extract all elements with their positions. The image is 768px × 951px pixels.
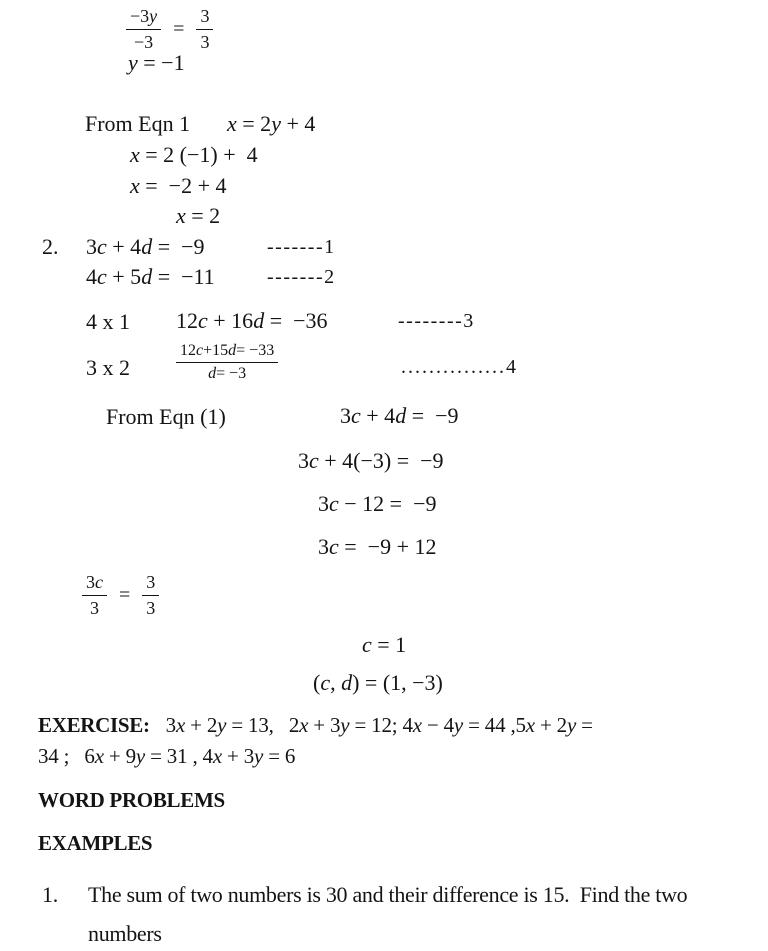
problem-number: 2.: [42, 234, 59, 259]
c-result: c = 1: [362, 632, 407, 657]
equation-step: 3c − 12 = −9: [318, 491, 437, 516]
denominator: 3: [146, 598, 156, 618]
denominator: 3: [90, 598, 99, 618]
equation-4-fraction: [176, 342, 278, 383]
equation-step: x = 2: [176, 203, 221, 228]
equation-3: 12c + 16d = −36: [176, 308, 328, 333]
equation-step: x = −2 + 4: [130, 173, 227, 198]
numerator: 3: [142, 572, 159, 596]
exercise-line-2: 34 ; 6x + 9y = 31 , 4x + 3y = 6: [38, 744, 296, 768]
equation-2: 4c + 5d = −11: [86, 264, 215, 289]
multiply-label-2: 3 x 2: [86, 355, 130, 380]
numerator: −3y: [126, 6, 161, 30]
equation-1-ref: -------1: [267, 236, 336, 258]
equals-sign: =: [173, 18, 185, 40]
equation-step: x = 2 (−1) + 4: [130, 142, 258, 167]
from-eqn-expression: 3c + 4d = −9: [340, 403, 459, 428]
word-problems-heading: WORD PROBLEMS: [38, 788, 225, 812]
multiply-label-1: 4 x 1: [86, 309, 130, 334]
equation-step: 3c + 4(−3) = −9: [298, 448, 444, 473]
exercise-equations: 3x + 2y = 13, 2x + 3y = 12; 4x − 4y = 44 ,5x + 2y =: [165, 713, 593, 737]
denominator: −3: [134, 32, 154, 52]
word-problem-line-2: numbers: [88, 921, 162, 946]
problem-number: 1.: [42, 882, 58, 907]
equals-sign: =: [119, 584, 131, 606]
equation-y-result: y = −1: [128, 50, 185, 75]
exercise-line-1: [38, 713, 593, 738]
from-eqn-label: From Eqn (1): [106, 404, 226, 429]
examples-heading: EXAMPLES: [38, 831, 153, 855]
equation-2-ref: -------2: [267, 266, 336, 288]
exercise-label: EXERCISE:: [38, 713, 150, 737]
from-eqn-label: From Eqn 1: [85, 111, 191, 136]
fraction: [176, 342, 278, 383]
numerator: 3: [196, 6, 213, 30]
from-eqn-expression: x = 2y + 4: [227, 111, 316, 136]
equation-4-ref: ...............4: [401, 356, 518, 378]
numerator: 12c+15d= −33: [176, 342, 278, 363]
pair-result: (c, d) = (1, −3): [313, 670, 443, 695]
equation-step: 3c = −9 + 12: [318, 534, 437, 559]
denominator: 3: [200, 32, 210, 52]
equation-fraction-line-2: [82, 572, 159, 619]
fraction-left: [126, 6, 161, 53]
numerator: 3c: [82, 572, 107, 596]
equation-fraction-line-1: [126, 6, 213, 53]
equation-1: 3c + 4d = −9: [86, 234, 205, 259]
fraction-left: [82, 572, 107, 619]
fraction-right: [142, 572, 159, 619]
denominator: d= −3: [208, 365, 247, 382]
word-problem-line-1: The sum of two numbers is 30 and their difference is 15. Find the two: [88, 882, 688, 907]
fraction-right: [196, 6, 213, 53]
equation-3-ref: --------3: [398, 310, 475, 332]
